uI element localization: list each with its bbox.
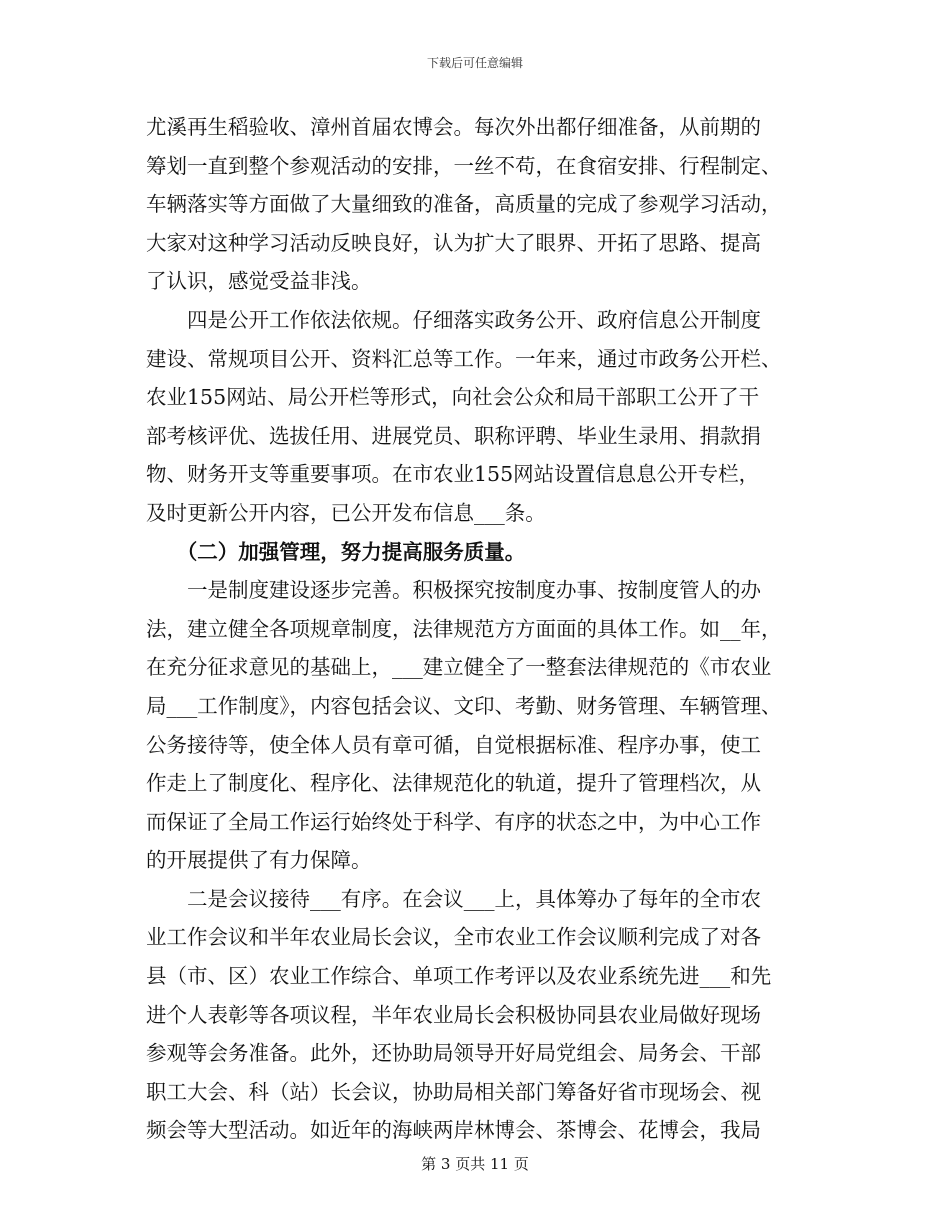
text-line: 参观等会务准备。此外，还协助局领导开好局党组会、局务会、干部: [146, 1041, 761, 1066]
text-line: 车辆落实等方面做了大量细致的准备，高质量的完成了参观学习活动，: [146, 192, 782, 217]
text-line: 进个人表彰等各项议程，半年农业局长会积极协同县农业局做好现场: [146, 1002, 761, 1027]
text-line: 频会等大型活动。如近年的海峡两岸林博会、茶博会、花博会，我局: [146, 1118, 761, 1143]
text-line: 职工大会、科（站）长会议，协助局相关部门筹备好省市现场会、视: [146, 1079, 761, 1104]
text-line: 二是会议接待___有序。在会议___上，具体筹办了每年的全市农: [146, 886, 761, 911]
text-line: 作走上了制度化、程序化、法律规范化的轨道，提升了管理档次，从: [146, 771, 761, 796]
text-line: 物、财务开支等重要事项。在市农业155网站设置信息息公开专栏，: [146, 462, 760, 487]
text-line: 及时更新公开内容，已公开发布信息___条。: [146, 500, 546, 525]
text-line: 而保证了全局工作运行始终处于科学、有序的状态之中，为中心工作: [146, 809, 761, 834]
text-line: 大家对这种学习活动反映良好，认为扩大了眼界、开拓了思路、提高: [146, 230, 761, 255]
text-line: 筹划一直到整个参观活动的安排，一丝不苟，在食宿安排、行程制定、: [146, 153, 782, 178]
text-line: 尤溪再生稻验收、漳州首届农博会。每次外出都仔细准备，从前期的: [146, 115, 761, 139]
text-line: 业工作会议和半年农业局长会议，全市农业工作会议顺利完成了对各: [146, 925, 761, 950]
text-line: 四是公开工作依法依规。仔细落实政务公开、政府信息公开制度: [146, 307, 761, 332]
text-line: 一是制度建设逐步完善。积极探究按制度办事、按制度管人的办: [146, 578, 761, 603]
section-heading: （二）加强管理，努力提高服务质量。: [146, 539, 526, 564]
text-line: 建设、常规项目公开、资料汇总等工作。一年来，通过市政务公开栏、: [146, 346, 782, 371]
text-line: 的开展提供了有力保障。: [146, 848, 372, 873]
text-line: 在充分征求意见的基础上，___建立健全了一整套法律规范的《市农业: [146, 655, 772, 680]
text-line: 农业155网站、局公开栏等形式，向社会公众和局干部职工公开了干: [146, 385, 760, 410]
text-line: 局___工作制度》，内容包括会议、文印、考勤、财务管理、车辆管理、: [146, 693, 782, 718]
text-line: 县（市、区）农业工作综合、单项工作考评以及农业系统先进___和先: [146, 964, 772, 989]
text-line: 部考核评优、选拔任用、进展党员、职称评聘、毕业生录用、捐款捐: [146, 423, 761, 448]
text-line: 法，建立健全各项规章制度，法律规范方方面面的具体工作。如__年，: [146, 616, 782, 641]
page-header: 下载后可任意编辑: [426, 56, 523, 70]
body-text: [146, 108, 826, 1150]
text-line: 了认识，感觉受益非浅。: [146, 269, 372, 294]
text-line: 公务接待等，使全体人员有章可循，自觉根据标准、程序办事，使工: [146, 732, 761, 757]
page-number: 第 3 页共 11 页: [421, 1155, 529, 1173]
